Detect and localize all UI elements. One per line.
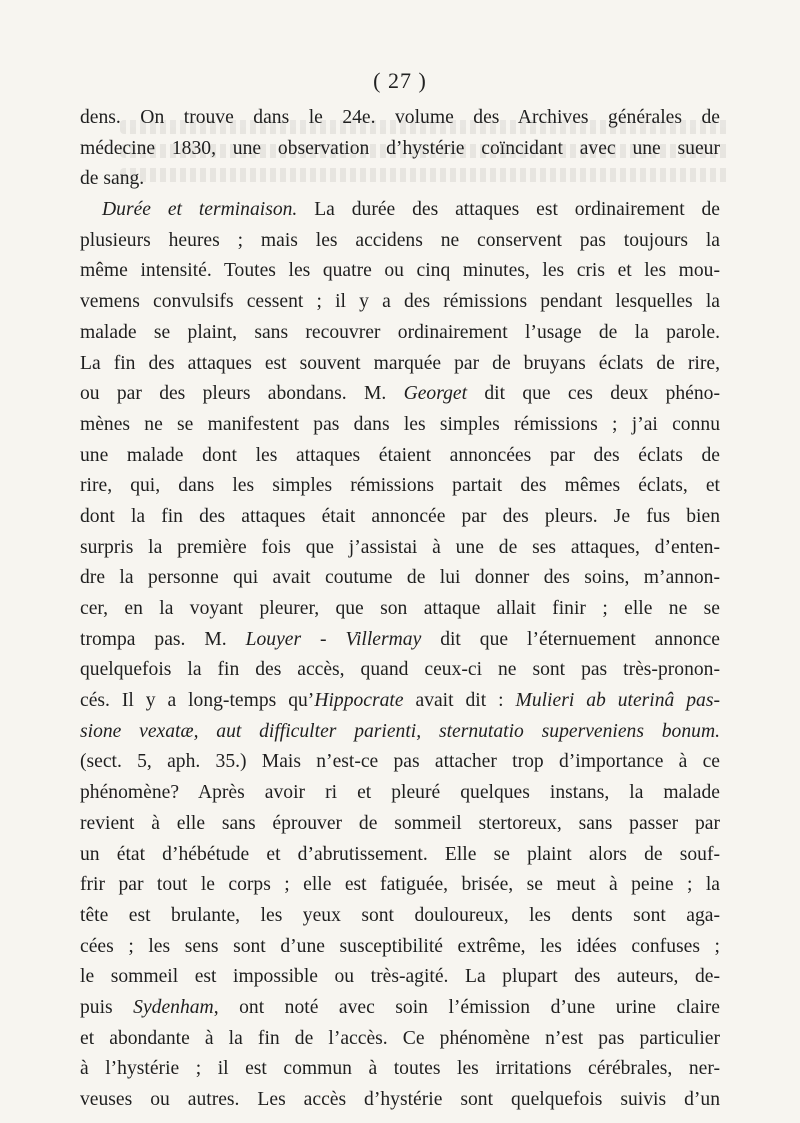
text-line — [80, 379, 720, 410]
text-segment: ou par des pleurs abondans. M. — [80, 383, 404, 405]
text-segment: dit que ces deux phéno- — [467, 383, 720, 405]
text-line: et abondante à la fin de l’accès. Ce phénomène n’est pas particulier — [80, 1027, 720, 1049]
text-line: cées ; les sens sont d’une susceptibilité extrême, les idées confuses ; — [80, 935, 720, 957]
text-segment: puis — [80, 996, 134, 1018]
text-line: à l’hystérie ; il est commun à toutes les irritations cérébrales, ner- — [80, 1058, 720, 1080]
text-line — [80, 993, 720, 1024]
text-line: médecine 1830, une observation d’hystérie coïncidant avec une sueur — [80, 137, 720, 159]
text-line: dre la personne qui avait coutume de lui donner des soins, m’annon- — [80, 567, 720, 589]
text-line: cer, en la voyant pleurer, que son attaque allait finir ; elle ne se — [80, 598, 720, 619]
text-line: frir par tout le corps ; elle est fatiguée, brisée, se meut à peine ; la — [80, 874, 720, 896]
text-line: La fin des attaques est souvent marquée par de bruyans éclats de rire, — [80, 352, 720, 374]
text-segment: cés. Il y a long-temps qu’ — [80, 690, 315, 712]
text-segment: , ont noté avec soin l’émission d’une urine claire — [213, 996, 720, 1018]
text-line: veuses ou autres. Les accès d’hystérie sont quelquefois suivis d’un — [80, 1089, 720, 1110]
text-line: surpris la première fois que j’assistai à une de ses attaques, d’enten- — [80, 536, 720, 558]
text-line: une malade dont les attaques étaient annoncées par des éclats de — [80, 444, 720, 466]
text-segment: trompa pas. M. — [80, 628, 246, 650]
text-line — [80, 195, 720, 226]
page-number: ( 27 ) — [373, 68, 427, 93]
author-name: Louyer - Villermay — [245, 628, 422, 650]
text-line: mènes ne se manifestent pas dans les simples rémissions ; j’ai connu — [80, 413, 720, 435]
section-heading: Durée et terminaison. — [102, 199, 298, 221]
body-text — [80, 103, 720, 1116]
latin-quote: sione vexatæ, aut difficulter parienti, sternutatio superveniens bonum. — [80, 720, 720, 742]
author-name: Georget — [403, 383, 468, 405]
text-line: rire, qui, dans les simples rémissions partait des mêmes éclats, et — [80, 475, 720, 497]
text-line: quelquefois la fin des accès, quand ceux-ci ne sont pas très-pronon- — [80, 659, 720, 681]
text-line — [80, 625, 720, 656]
text-line: tête est brulante, les yeux sont douloureux, les dents sont aga- — [80, 904, 720, 926]
text-line: (sect. 5, aph. 35.) Mais n’est-ce pas attacher trop d’importance à ce — [80, 751, 720, 773]
text-line: dont la fin des attaques était annoncée par des pleurs. Je fus bien — [80, 505, 720, 527]
latin-quote: Mulieri ab uterinâ pas- — [515, 690, 720, 712]
text-line: malade se plaint, sans recouvrer ordinairement l’usage de la parole. — [80, 321, 720, 343]
text-line: phénomène? Après avoir ri et pleuré quelques instans, la malade — [80, 782, 720, 804]
text-line: vemens convulsifs cessent ; il y a des rémissions pendant lesquelles la — [80, 291, 720, 313]
text-line: le sommeil est impossible ou très-agité. La plupart des auteurs, de- — [80, 966, 720, 988]
text-line: plusieurs heures ; mais les accidens ne conservent pas toujours la — [80, 229, 720, 251]
text-line: un état d’hébétude et d’abrutissement. Elle se plaint alors de souf- — [80, 843, 720, 865]
author-name: Hippocrate — [314, 690, 404, 712]
text-line: revient à elle sans éprouver de sommeil stertoreux, sans passer par — [80, 812, 720, 834]
text-line: même intensité. Toutes les quatre ou cinq minutes, les cris et les mou- — [80, 260, 720, 282]
text-line — [80, 717, 720, 748]
text-segment: dit que l’éternuement annonce — [421, 628, 720, 650]
text-segment: avait dit : — [403, 690, 516, 712]
text-line: de sang. — [80, 168, 145, 190]
text-line: dens. On trouve dans le 24e. volume des Archives générales de — [80, 107, 720, 128]
author-name: Sydenham — [133, 996, 214, 1018]
text-line — [80, 686, 720, 717]
text-segment: La durée des attaques est ordinairement de — [297, 199, 720, 221]
